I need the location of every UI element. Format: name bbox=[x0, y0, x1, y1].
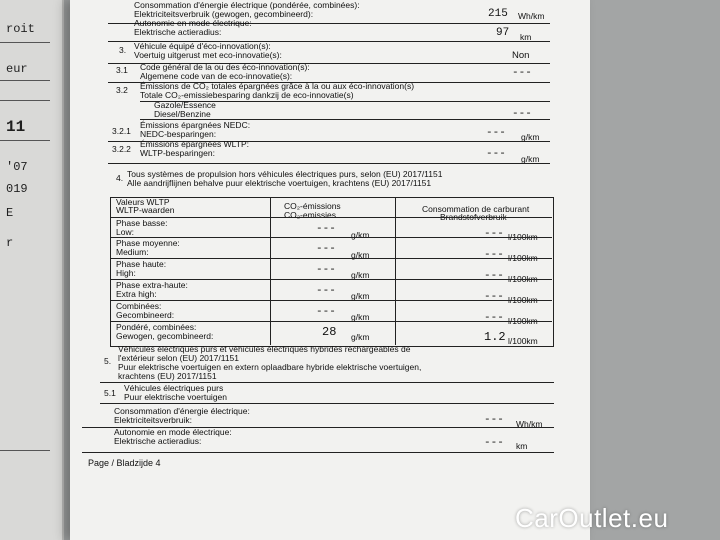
section-5-label-nl-1: Puur elektrische voertuigen en extern oplaadbare hybride elektrische voertuigen, bbox=[118, 362, 422, 372]
table-co2-value: --- bbox=[316, 223, 336, 235]
table-fuel-unit: l/100km bbox=[508, 274, 538, 284]
section-3-2-label-fr: Émissions de CO₂ totales épargnées grâce à la ou aux éco-innovation(s) bbox=[140, 81, 415, 91]
divider bbox=[110, 217, 552, 218]
table-co2-value: --- bbox=[316, 285, 336, 297]
left-fragment: eur bbox=[6, 62, 28, 76]
section-3-1-value: --- bbox=[512, 67, 532, 79]
table-row-label-nl: Gewogen, gecombineerd: bbox=[116, 331, 214, 341]
table-co2-unit: g/km bbox=[351, 270, 370, 280]
section-5-1-number: 5.1 bbox=[104, 388, 116, 398]
table-row-label-nl: Gecombineerd: bbox=[116, 310, 175, 320]
table-fuel-unit: l/100km bbox=[508, 316, 538, 326]
table-co2-value: --- bbox=[316, 306, 336, 318]
table-co2-unit: g/km bbox=[351, 291, 370, 301]
column-divider bbox=[395, 197, 396, 345]
section-5-label-fr-1: Véhicules électriques purs et véhicules électriques hybrides rechargeables de bbox=[118, 344, 411, 354]
table-header-values-nl: WLTP-waarden bbox=[116, 205, 175, 215]
table-row-label-fr: Phase basse: bbox=[116, 218, 168, 228]
section-3-2-1-value: --- bbox=[486, 127, 506, 139]
divider bbox=[0, 450, 50, 451]
section-5-number: 5. bbox=[104, 356, 112, 366]
table-co2-value: --- bbox=[316, 243, 336, 255]
consumption-label-nl: Elektriciteitsverbruik (gewogen, gecombineerd): bbox=[134, 9, 314, 19]
section-3-value: Non bbox=[512, 50, 530, 61]
divider bbox=[110, 258, 552, 259]
section-3-1-label-fr: Code général de la ou des éco-innovation(s): bbox=[140, 62, 310, 72]
divider bbox=[0, 80, 50, 81]
background-surface bbox=[575, 0, 720, 540]
table-row-label-nl: High: bbox=[116, 268, 136, 278]
table-row-label-nl: Extra high: bbox=[116, 289, 157, 299]
fuel-value: --- bbox=[512, 108, 532, 120]
ev-autonomy-label-nl: Elektrische actieradius: bbox=[114, 436, 202, 446]
left-fragment: E bbox=[6, 206, 14, 220]
section-3-number: 3. bbox=[119, 45, 127, 55]
section-4-label-fr: Tous systèmes de propulsion hors véhicules électriques purs, selon (EU) 2017/1151 bbox=[127, 169, 443, 179]
section-3-2-2-value: --- bbox=[486, 148, 506, 160]
table-row-label-fr: Combinées: bbox=[116, 301, 162, 311]
adjacent-page-left bbox=[0, 0, 64, 540]
consumption-label-fr: Consommation d'énergie électrique (pondérée, combinées): bbox=[134, 0, 360, 10]
section-3-2-1-label-nl: NEDC-besparingen: bbox=[140, 129, 217, 139]
section-4-number: 4. bbox=[116, 173, 124, 183]
column-divider bbox=[270, 197, 271, 345]
table-co2-unit: g/km bbox=[351, 230, 370, 240]
consumption-unit: Wh/km bbox=[518, 11, 545, 21]
divider bbox=[0, 100, 50, 101]
ev-consumption-value: --- bbox=[484, 414, 504, 426]
table-header-fuel-nl: Brandstofverbruik bbox=[440, 212, 507, 222]
section-3-2-1-label-fr: Émissions épargnées NEDC: bbox=[140, 120, 251, 130]
table-row-label-nl: Medium: bbox=[116, 247, 149, 257]
divider bbox=[110, 300, 552, 301]
section-3-2-2-label-fr: Émissions épargnées WLTP: bbox=[140, 139, 249, 149]
table-fuel-value: --- bbox=[484, 270, 504, 282]
table-fuel-unit: l/100km bbox=[508, 232, 538, 242]
section-3-2-label-nl: Totale CO₂-emissiebesparing dankzij de eco-innovatie(s) bbox=[140, 90, 354, 100]
table-row-label-nl: Low: bbox=[116, 227, 134, 237]
autonomy-label-fr: Autonomie en mode électrique: bbox=[134, 18, 252, 28]
section-3-1-number: 3.1 bbox=[116, 65, 128, 75]
table-fuel-value: --- bbox=[484, 228, 504, 240]
divider bbox=[100, 403, 554, 404]
table-header-co2-nl: CO₂-emissies bbox=[284, 210, 336, 220]
document-page bbox=[70, 0, 590, 540]
section-3-2-2-label-nl: WLTP-besparingen: bbox=[140, 148, 215, 158]
ev-consumption-label-nl: Elektriciteitsverbruik: bbox=[114, 415, 192, 425]
left-fragment: r bbox=[6, 236, 14, 250]
section-3-2-1-number: 3.2.1 bbox=[112, 126, 131, 136]
section-3-2-1-unit: g/km bbox=[521, 132, 540, 142]
divider bbox=[108, 163, 550, 164]
watermark-logo: CarOutlet.eu bbox=[515, 503, 669, 533]
table-header-fuel-fr: Consommation de carburant bbox=[422, 204, 530, 214]
section-5-label-fr-2: l'extérieur selon (EU) 2017/1151 bbox=[118, 353, 240, 363]
table-co2-unit: g/km bbox=[351, 332, 370, 342]
fuel-label-fr: Gazole/Essence bbox=[154, 100, 216, 110]
section-4-label-nl: Alle aandrijflijnen behalve puur elektrische voertuigen, krachtens (EU) 2017/1151 bbox=[127, 178, 432, 188]
divider bbox=[0, 140, 50, 141]
autonomy-value: 97 bbox=[496, 27, 510, 39]
autonomy-unit: km bbox=[520, 32, 532, 42]
section-3-label-fr: Véhicule équipé d'éco-innovation(s): bbox=[134, 41, 271, 51]
section-3-1-label-nl: Algemene code van de eco-innovatie(s): bbox=[140, 71, 293, 81]
autonomy-label-nl: Elektrische actieradius: bbox=[134, 27, 222, 37]
table-row-label-fr: Phase extra-haute: bbox=[116, 280, 188, 290]
left-fragment: '07 bbox=[6, 160, 28, 174]
table-co2-value: --- bbox=[316, 264, 336, 276]
section-3-2-2-unit: g/km bbox=[521, 154, 540, 164]
section-3-label-nl: Voertuig uitgerust met eco-innovatie(s): bbox=[134, 50, 282, 60]
left-fragment: 11 bbox=[6, 118, 26, 136]
fuel-label-nl: Diesel/Benzine bbox=[154, 109, 211, 119]
section-3-2-2-number: 3.2.2 bbox=[112, 144, 131, 154]
divider bbox=[82, 452, 554, 453]
table-header-co2-fr: CO₂-émissions bbox=[284, 201, 341, 211]
table-row-label-fr: Phase moyenne: bbox=[116, 238, 180, 248]
table-fuel-value: --- bbox=[484, 249, 504, 261]
table-co2-unit: g/km bbox=[351, 312, 370, 322]
table-row-label-fr: Pondéré, combinées: bbox=[116, 322, 197, 332]
left-fragment: 019 bbox=[6, 182, 28, 196]
table-fuel-value: --- bbox=[484, 312, 504, 324]
table-fuel-unit: l/100km bbox=[508, 295, 538, 305]
section-5-label-nl-2: krachtens (EU) 2017/1151 bbox=[118, 371, 217, 381]
ev-autonomy-unit: km bbox=[516, 441, 528, 451]
section-3-2-number: 3.2 bbox=[116, 85, 128, 95]
table-header-values-fr: Valeurs WLTP bbox=[116, 197, 170, 207]
divider bbox=[0, 42, 50, 43]
table-fuel-unit: l/100km bbox=[508, 336, 538, 346]
table-fuel-value: --- bbox=[484, 291, 504, 303]
ev-consumption-unit: Wh/km bbox=[516, 419, 543, 429]
page-number: Page / Bladzijde 4 bbox=[88, 458, 161, 468]
table-co2-value: 28 bbox=[322, 325, 337, 339]
consumption-value: 215 bbox=[488, 8, 508, 20]
ev-autonomy-value: --- bbox=[484, 437, 504, 449]
table-fuel-unit: l/100km bbox=[508, 253, 538, 263]
table-row-label-fr: Phase haute: bbox=[116, 259, 167, 269]
table-fuel-value: 1.2 bbox=[484, 330, 506, 344]
table-co2-unit: g/km bbox=[351, 250, 370, 260]
ev-consumption-label-fr: Consommation d'énergie électrique: bbox=[114, 406, 250, 416]
section-5-1-label-fr: Véhicules électriques purs bbox=[124, 383, 224, 393]
left-fragment: roit bbox=[6, 22, 35, 36]
ev-autonomy-label-fr: Autonomie en mode électrique: bbox=[114, 427, 232, 437]
section-5-1-label-nl: Puur elektrische voertuigen bbox=[124, 392, 228, 402]
